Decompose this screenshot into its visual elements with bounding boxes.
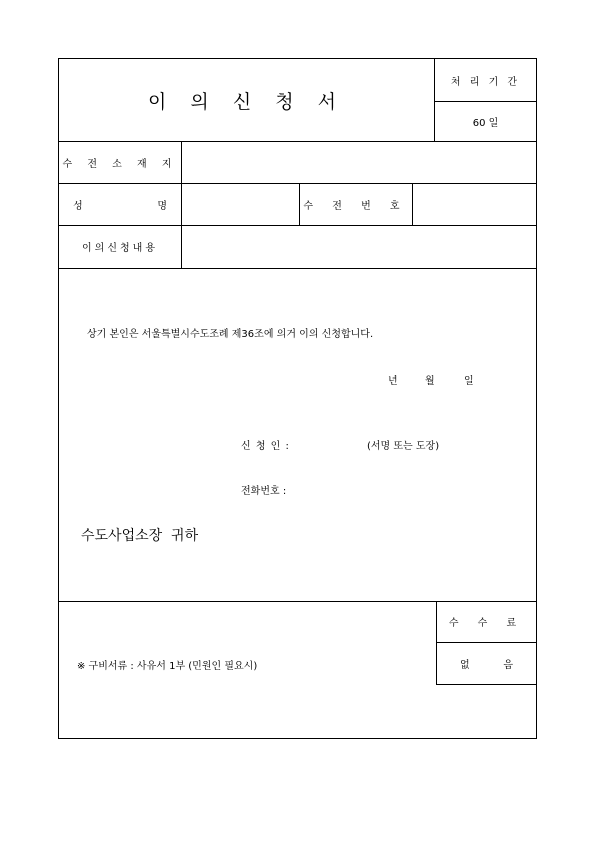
processing-period-label: 처 리 기 간 [450,76,521,88]
date-year: 년 [388,376,398,387]
petition-form [58,58,537,739]
fee-value-first: 없 [460,659,470,671]
applicant-label: 신 청 인 : [241,441,290,452]
signature-hint: (서명 또는 도장) [367,441,440,452]
divider [436,684,537,685]
date-month: 월 [425,376,435,387]
name-label-first: 성 [73,200,83,212]
meter-number-label: 수 전 번 호 [303,200,408,212]
name-field[interactable] [182,184,299,225]
processing-period-value: 60 일 [472,117,499,129]
fee-value [436,642,537,684]
statement-text: 상기 본인은 서울특별시수도조례 제36조에 의거 이의 신청합니다. [87,329,374,340]
required-documents: ※ 구비서류 : 사유서 1부 (민원인 필요시) [77,661,258,672]
location-label: 수 전 소 재 지 [62,158,178,170]
fee-label: 수 수 료 [448,618,525,629]
phone-label: 전화번호 : [241,486,287,497]
divider [59,268,536,269]
page-title: 이 의 신 청 서 [148,90,345,113]
addressee: 수도사업소장 귀하 [81,528,199,544]
fee-value-second: 음 [503,659,513,671]
location-field[interactable] [182,142,536,183]
name-label [59,183,181,225]
name-label-second: 명 [157,200,167,212]
content-field[interactable] [182,226,536,268]
meter-number-field[interactable] [413,184,536,225]
date-day: 일 [464,376,474,387]
phone-field[interactable] [299,476,419,496]
content-label: 이의신청내용 [82,243,158,254]
applicant-field[interactable] [299,431,365,451]
